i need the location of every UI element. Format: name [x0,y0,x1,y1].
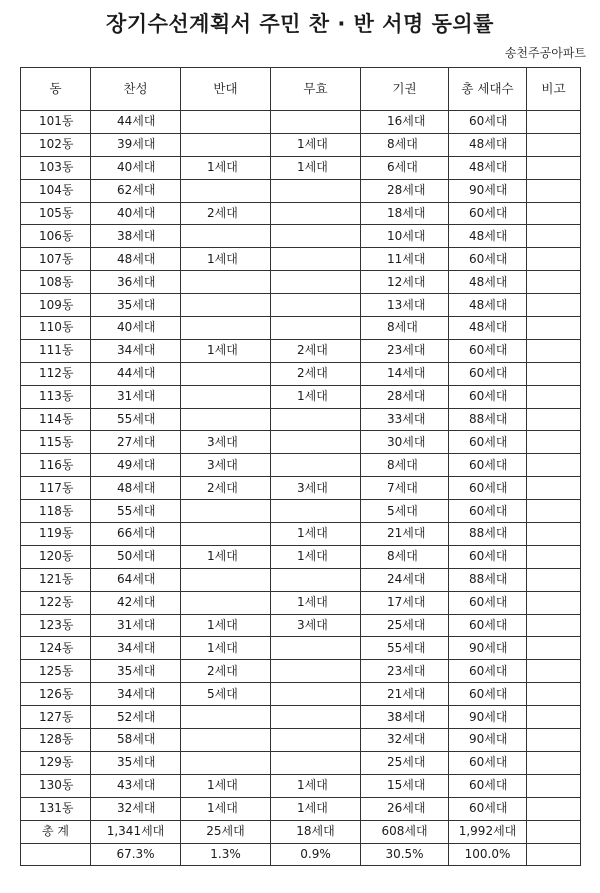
table-row [21,477,581,500]
dong-cell: 122동 [21,591,91,614]
dong-cell: 102동 [21,133,91,156]
total-cell: 48세대 [449,271,527,294]
abstain-cell: 28세대 [361,385,449,408]
note-cell [527,317,581,340]
agree-cell: 35세대 [91,294,181,317]
percentage-abstain-cell: 30.5% [361,843,449,866]
invalid-cell [271,317,361,340]
percentage-agree-cell: 67.3% [91,843,181,866]
abstain-cell: 55세대 [361,637,449,660]
agree-cell: 36세대 [91,271,181,294]
invalid-cell: 3세대 [271,477,361,500]
invalid-cell: 1세대 [271,133,361,156]
agree-cell: 40세대 [91,202,181,225]
abstain-cell: 12세대 [361,271,449,294]
summary-abstain-cell: 608세대 [361,820,449,843]
abstain-cell: 13세대 [361,294,449,317]
abstain-cell: 32세대 [361,729,449,752]
table-row [21,362,581,385]
header-agree: 찬성 [91,68,181,111]
note-cell [527,774,581,797]
total-cell: 88세대 [449,408,527,431]
summary-oppose-cell: 25세대 [181,820,271,843]
dong-cell: 115동 [21,431,91,454]
oppose-cell [181,362,271,385]
table-row [21,133,581,156]
note-cell [527,477,581,500]
oppose-cell: 1세대 [181,339,271,362]
invalid-cell [271,248,361,271]
table-row [21,431,581,454]
agree-cell: 44세대 [91,111,181,134]
agree-cell: 49세대 [91,454,181,477]
summary-note-cell [527,820,581,843]
table-row [21,385,581,408]
invalid-cell: 3세대 [271,614,361,637]
dong-cell: 103동 [21,156,91,179]
agree-cell: 31세대 [91,614,181,637]
abstain-cell: 24세대 [361,568,449,591]
dong-cell: 113동 [21,385,91,408]
dong-cell: 130동 [21,774,91,797]
note-cell [527,751,581,774]
invalid-cell [271,454,361,477]
invalid-cell [271,637,361,660]
dong-cell: 108동 [21,271,91,294]
table-row [21,545,581,568]
invalid-cell: 2세대 [271,339,361,362]
note-cell [527,683,581,706]
agree-cell: 35세대 [91,660,181,683]
oppose-cell: 1세대 [181,797,271,820]
dong-cell: 118동 [21,500,91,523]
header-note: 비고 [527,68,581,111]
note-cell [527,431,581,454]
note-cell [527,156,581,179]
note-cell [527,591,581,614]
abstain-cell: 8세대 [361,454,449,477]
total-cell: 60세대 [449,202,527,225]
oppose-cell: 2세대 [181,202,271,225]
invalid-cell [271,225,361,248]
note-cell [527,248,581,271]
table-row [21,797,581,820]
table-row [21,179,581,202]
note-cell [527,225,581,248]
agree-cell: 58세대 [91,729,181,752]
total-cell: 60세대 [449,111,527,134]
oppose-cell [181,133,271,156]
agree-cell: 31세대 [91,385,181,408]
total-cell: 60세대 [449,660,527,683]
oppose-cell [181,706,271,729]
dong-cell: 101동 [21,111,91,134]
invalid-cell [271,408,361,431]
invalid-cell: 2세대 [271,362,361,385]
oppose-cell: 1세대 [181,637,271,660]
total-cell: 60세대 [449,454,527,477]
table-row [21,706,581,729]
table-body [21,111,581,866]
invalid-cell: 1세대 [271,797,361,820]
dong-cell: 127동 [21,706,91,729]
note-cell [527,637,581,660]
header-row [21,68,581,111]
total-cell: 60세대 [449,500,527,523]
total-cell: 60세대 [449,362,527,385]
agree-cell: 40세대 [91,156,181,179]
oppose-cell: 1세대 [181,545,271,568]
agree-cell: 27세대 [91,431,181,454]
total-cell: 60세대 [449,797,527,820]
agree-cell: 64세대 [91,568,181,591]
table-row [21,156,581,179]
invalid-cell [271,179,361,202]
total-cell: 48세대 [449,133,527,156]
total-cell: 60세대 [449,339,527,362]
table-header [21,68,581,111]
oppose-cell [181,523,271,546]
total-cell: 90세대 [449,729,527,752]
organization-name: 송천주공아파트 [504,46,586,60]
oppose-cell: 2세대 [181,660,271,683]
total-cell: 48세대 [449,294,527,317]
table-row [21,523,581,546]
percentage-label-cell [21,843,91,866]
abstain-cell: 18세대 [361,202,449,225]
document-title: 장기수선계획서 주민 찬 · 반 서명 동의률 [106,12,494,36]
percentage-total-cell: 100.0% [449,843,527,866]
abstain-cell: 8세대 [361,133,449,156]
note-cell [527,500,581,523]
abstain-cell: 23세대 [361,660,449,683]
oppose-cell [181,271,271,294]
abstain-cell: 23세대 [361,339,449,362]
total-cell: 48세대 [449,156,527,179]
oppose-cell [181,294,271,317]
total-cell: 60세대 [449,774,527,797]
table-row [21,271,581,294]
agree-cell: 34세대 [91,637,181,660]
dong-cell: 110동 [21,317,91,340]
invalid-cell [271,202,361,225]
dong-cell: 105동 [21,202,91,225]
total-cell: 88세대 [449,523,527,546]
header-abstain: 기권 [361,68,449,111]
header-oppose: 반대 [181,68,271,111]
total-cell: 60세대 [449,477,527,500]
total-cell: 88세대 [449,568,527,591]
header-invalid: 무효 [271,68,361,111]
note-cell [527,660,581,683]
percentage-invalid-cell: 0.9% [271,843,361,866]
agree-cell: 35세대 [91,751,181,774]
dong-cell: 125동 [21,660,91,683]
table-row [21,729,581,752]
oppose-cell: 2세대 [181,477,271,500]
dong-cell: 120동 [21,545,91,568]
note-cell [527,362,581,385]
abstain-cell: 6세대 [361,156,449,179]
abstain-cell: 21세대 [361,683,449,706]
oppose-cell: 5세대 [181,683,271,706]
dong-cell: 109동 [21,294,91,317]
summary-label-cell: 총 계 [21,820,91,843]
invalid-cell: 1세대 [271,591,361,614]
total-cell: 90세대 [449,637,527,660]
invalid-cell [271,683,361,706]
invalid-cell [271,568,361,591]
invalid-cell [271,729,361,752]
oppose-cell: 3세대 [181,431,271,454]
agree-cell: 40세대 [91,317,181,340]
agree-cell: 43세대 [91,774,181,797]
note-cell [527,385,581,408]
abstain-cell: 21세대 [361,523,449,546]
total-cell: 60세대 [449,248,527,271]
note-cell [527,797,581,820]
table-row [21,317,581,340]
table-row [21,774,581,797]
oppose-cell [181,225,271,248]
total-cell: 90세대 [449,179,527,202]
dong-cell: 123동 [21,614,91,637]
table-row [21,591,581,614]
oppose-cell: 3세대 [181,454,271,477]
table-row [21,614,581,637]
table-row [21,454,581,477]
abstain-cell: 28세대 [361,179,449,202]
percentage-note-cell [527,843,581,866]
agree-cell: 39세대 [91,133,181,156]
agree-cell: 38세대 [91,225,181,248]
oppose-cell [181,729,271,752]
note-cell [527,706,581,729]
note-cell [527,294,581,317]
oppose-cell [181,111,271,134]
agree-cell: 62세대 [91,179,181,202]
summary-total-cell: 1,992세대 [449,820,527,843]
note-cell [527,271,581,294]
abstain-cell: 8세대 [361,317,449,340]
agree-cell: 50세대 [91,545,181,568]
abstain-cell: 30세대 [361,431,449,454]
note-cell [527,523,581,546]
invalid-cell [271,431,361,454]
note-cell [527,545,581,568]
oppose-cell [181,500,271,523]
invalid-cell: 1세대 [271,545,361,568]
consent-table [20,67,581,866]
dong-cell: 119동 [21,523,91,546]
percentage-oppose-cell: 1.3% [181,843,271,866]
table-row [21,751,581,774]
table-row [21,408,581,431]
dong-cell: 112동 [21,362,91,385]
table-row [21,111,581,134]
total-cell: 60세대 [449,385,527,408]
percentage-row [21,843,581,866]
invalid-cell [271,294,361,317]
agree-cell: 55세대 [91,500,181,523]
abstain-cell: 17세대 [361,591,449,614]
abstain-cell: 15세대 [361,774,449,797]
total-cell: 48세대 [449,317,527,340]
dong-cell: 121동 [21,568,91,591]
note-cell [527,339,581,362]
abstain-cell: 25세대 [361,614,449,637]
abstain-cell: 26세대 [361,797,449,820]
note-cell [527,408,581,431]
table-row [21,202,581,225]
abstain-cell: 38세대 [361,706,449,729]
note-cell [527,133,581,156]
oppose-cell [181,568,271,591]
invalid-cell [271,111,361,134]
abstain-cell: 5세대 [361,500,449,523]
dong-cell: 116동 [21,454,91,477]
agree-cell: 48세대 [91,248,181,271]
total-cell: 60세대 [449,591,527,614]
total-cell: 60세대 [449,545,527,568]
oppose-cell [181,385,271,408]
note-cell [527,568,581,591]
agree-cell: 48세대 [91,477,181,500]
note-cell [527,454,581,477]
dong-cell: 117동 [21,477,91,500]
summary-agree-cell: 1,341세대 [91,820,181,843]
dong-cell: 107동 [21,248,91,271]
abstain-cell: 7세대 [361,477,449,500]
invalid-cell: 1세대 [271,156,361,179]
table-row [21,248,581,271]
invalid-cell [271,271,361,294]
dong-cell: 111동 [21,339,91,362]
invalid-cell: 1세대 [271,774,361,797]
oppose-cell: 1세대 [181,156,271,179]
abstain-cell: 33세대 [361,408,449,431]
agree-cell: 52세대 [91,706,181,729]
total-cell: 48세대 [449,225,527,248]
dong-cell: 106동 [21,225,91,248]
table-row [21,660,581,683]
summary-invalid-cell: 18세대 [271,820,361,843]
note-cell [527,729,581,752]
oppose-cell: 1세대 [181,774,271,797]
oppose-cell: 1세대 [181,248,271,271]
abstain-cell: 14세대 [361,362,449,385]
table-row [21,568,581,591]
dong-cell: 131동 [21,797,91,820]
oppose-cell [181,179,271,202]
invalid-cell: 1세대 [271,523,361,546]
dong-cell: 104동 [21,179,91,202]
invalid-cell [271,706,361,729]
agree-cell: 34세대 [91,683,181,706]
agree-cell: 44세대 [91,362,181,385]
abstain-cell: 16세대 [361,111,449,134]
agree-cell: 42세대 [91,591,181,614]
invalid-cell [271,751,361,774]
agree-cell: 55세대 [91,408,181,431]
table-row [21,637,581,660]
table-row [21,683,581,706]
abstain-cell: 11세대 [361,248,449,271]
total-cell: 60세대 [449,431,527,454]
dong-cell: 129동 [21,751,91,774]
agree-cell: 32세대 [91,797,181,820]
header-total: 총 세대수 [449,68,527,111]
note-cell [527,202,581,225]
agree-cell: 34세대 [91,339,181,362]
invalid-cell [271,500,361,523]
note-cell [527,111,581,134]
invalid-cell [271,660,361,683]
oppose-cell [181,408,271,431]
total-cell: 60세대 [449,751,527,774]
oppose-cell [181,317,271,340]
abstain-cell: 8세대 [361,545,449,568]
dong-cell: 114동 [21,408,91,431]
summary-row [21,820,581,843]
dong-cell: 126동 [21,683,91,706]
total-cell: 90세대 [449,706,527,729]
note-cell [527,614,581,637]
note-cell [527,179,581,202]
oppose-cell: 1세대 [181,614,271,637]
oppose-cell [181,751,271,774]
dong-cell: 128동 [21,729,91,752]
table-row [21,500,581,523]
agree-cell: 66세대 [91,523,181,546]
dong-cell: 124동 [21,637,91,660]
abstain-cell: 25세대 [361,751,449,774]
oppose-cell [181,591,271,614]
table-row [21,339,581,362]
table-row [21,225,581,248]
abstain-cell: 10세대 [361,225,449,248]
table-row [21,294,581,317]
header-dong: 동 [21,68,91,111]
total-cell: 60세대 [449,683,527,706]
total-cell: 60세대 [449,614,527,637]
invalid-cell: 1세대 [271,385,361,408]
